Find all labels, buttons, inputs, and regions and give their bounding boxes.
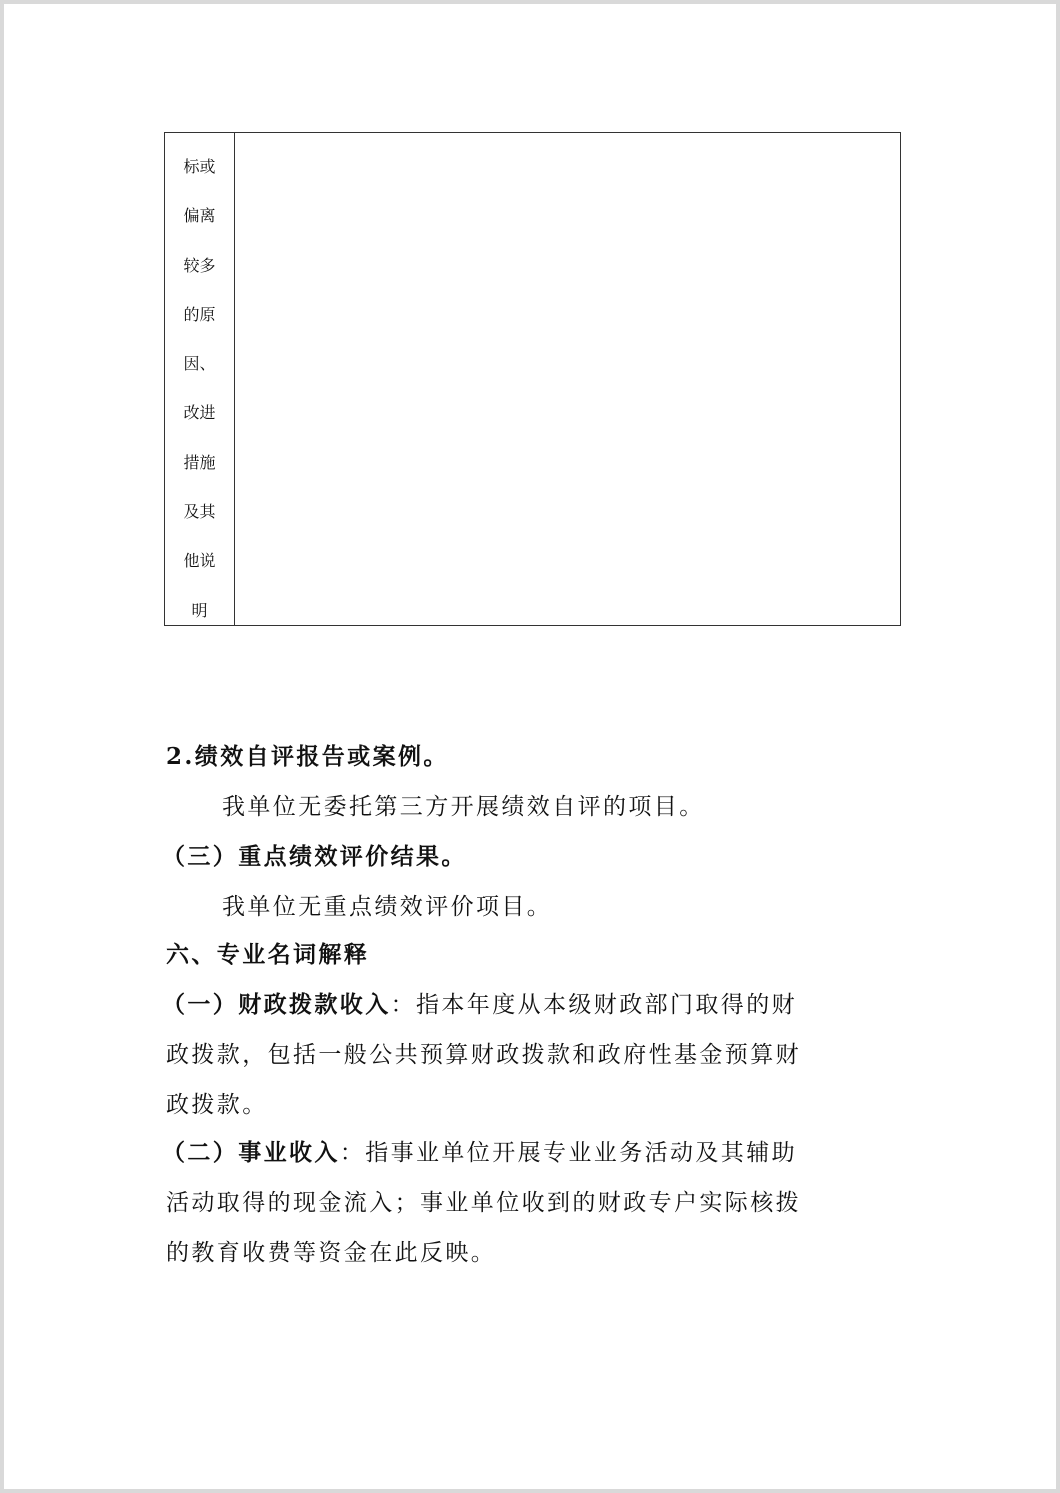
- label-line: 的原: [183, 304, 216, 324]
- label-line: 较多: [183, 255, 216, 275]
- definition-line: 活动取得的现金流入；事业单位收到的财政专户实际核拨: [166, 1190, 801, 1216]
- definition-line: 的教育收费等资金在此反映。: [166, 1240, 497, 1266]
- section-2-body: 我单位无委托第三方开展绩效自评的项目。: [222, 794, 705, 820]
- table-label-cell: [165, 133, 235, 625]
- label-line: 他说: [183, 551, 216, 571]
- definition-text: ：指本年度从本级财政部门取得的财: [390, 992, 798, 1018]
- section-6-heading: 六、专业名词解释: [166, 941, 370, 968]
- explanation-table: [164, 132, 901, 626]
- label-line: 措施: [183, 452, 216, 472]
- definition-line: 政拨款，包括一般公共预算财政拨款和政府性基金预算财: [166, 1042, 801, 1068]
- section-3-heading: （三）重点绩效评价结果。: [162, 843, 467, 870]
- table-content-cell: [235, 133, 900, 625]
- definition-line: [162, 1138, 797, 1168]
- document-page: [4, 4, 1056, 1489]
- label-line: 标或: [183, 157, 216, 176]
- definition-line: [162, 990, 797, 1020]
- label-line: 因、: [183, 354, 216, 374]
- label-line: 改进: [183, 403, 216, 423]
- section-3-body: 我单位无重点绩效评价项目。: [222, 894, 553, 920]
- definition-term: （二）事业收入: [162, 1139, 340, 1166]
- label-line: 及其: [183, 502, 216, 522]
- definition-line: 政拨款。: [166, 1092, 268, 1118]
- section-2-heading: 2.绩效自评报告或案例。: [166, 743, 449, 770]
- label-line: 明: [191, 600, 208, 620]
- definition-text: ：指事业单位开展专业业务活动及其辅助: [339, 1140, 798, 1166]
- definition-term: （一）财政拨款收入: [162, 991, 391, 1018]
- label-line: 偏离: [183, 206, 216, 226]
